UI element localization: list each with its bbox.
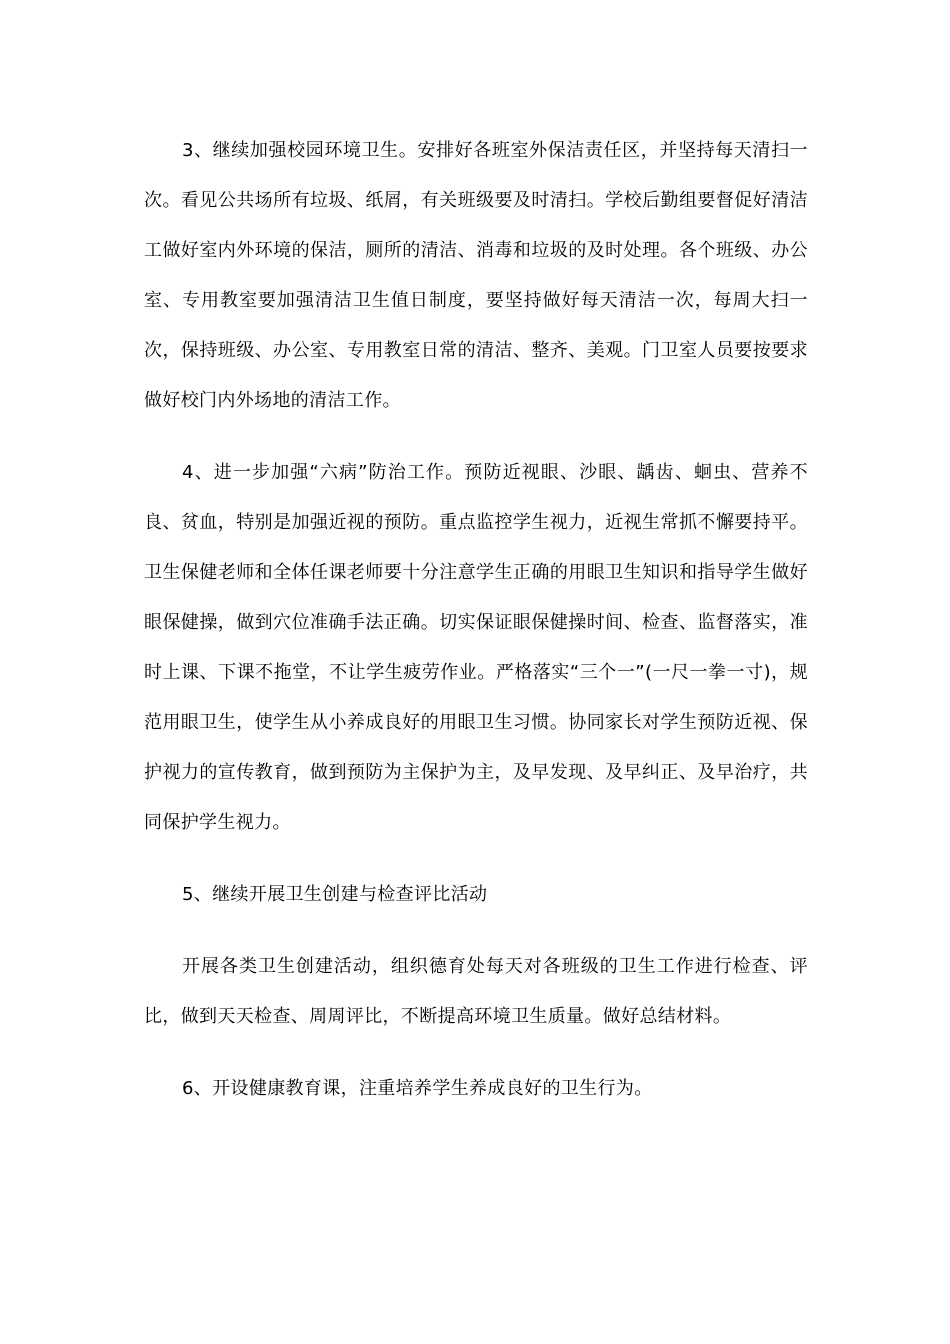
paragraph-gap bbox=[144, 920, 808, 942]
paragraph-inspection-heading: 5、继续开展卫生创建与检查评比活动 bbox=[182, 884, 488, 905]
paragraph-inspection-activities: 开展各类卫生创建活动，组织德育处每天对各班级的卫生工作进行检查、评比，做到天天检查、周周评比，不断提高环境卫生质量。做好总结材料。 bbox=[144, 956, 808, 1027]
paragraph-gap bbox=[144, 426, 808, 448]
paragraph-six-diseases: 4、进一步加强“六病”防治工作。预防近视眼、沙眼、龋齿、蛔虫、营养不良、贫血，特别是加强近视的预防。重点监控学生视力，近视生常抓不懈要持平。卫生保健老师和全体任课老师要十分注意学生正确的用眼卫生知识和指导学生做好眼保健操，做到穴位准确手法正确。切实保证眼保健操时间、检查、监督落实，准时上课、下课不拖堂，不让学生疲劳作业。严格落实“三个一”(一尺一拳一寸)，规范用眼卫生，使学生从小养成良好的用眼卫生习惯。协同家长对学生预防近视、保护视力的宣传教育，做到预防为主保护为主，及早发现、及早纠正、及早治疗，共同保护学生视力。 bbox=[144, 462, 808, 833]
paragraph-health-education: 6、开设健康教育课，注重培养学生养成良好的卫生行为。 bbox=[182, 1078, 653, 1099]
paragraph-gap bbox=[144, 848, 808, 870]
paragraph-environment-hygiene: 3、继续加强校园环境卫生。安排好各班室外保洁责任区，并坚持每天清扫一次。看见公共场所有垃圾、纸屑，有关班级要及时清扫。学校后勤组要督促好清洁工做好室内外环境的保洁，厕所的清洁、消毒和垃圾的及时处理。各个班级、办公室、专用教室要加强清洁卫生值日制度，要坚持做好每天清洁一次，每周大扫一次，保持班级、办公室、专用教室日常的清洁、整齐、美观。门卫室人员要按要求做好校门内外场地的清洁工作。 bbox=[144, 140, 808, 411]
paragraph-gap bbox=[144, 1042, 808, 1064]
document-body bbox=[144, 126, 808, 1114]
